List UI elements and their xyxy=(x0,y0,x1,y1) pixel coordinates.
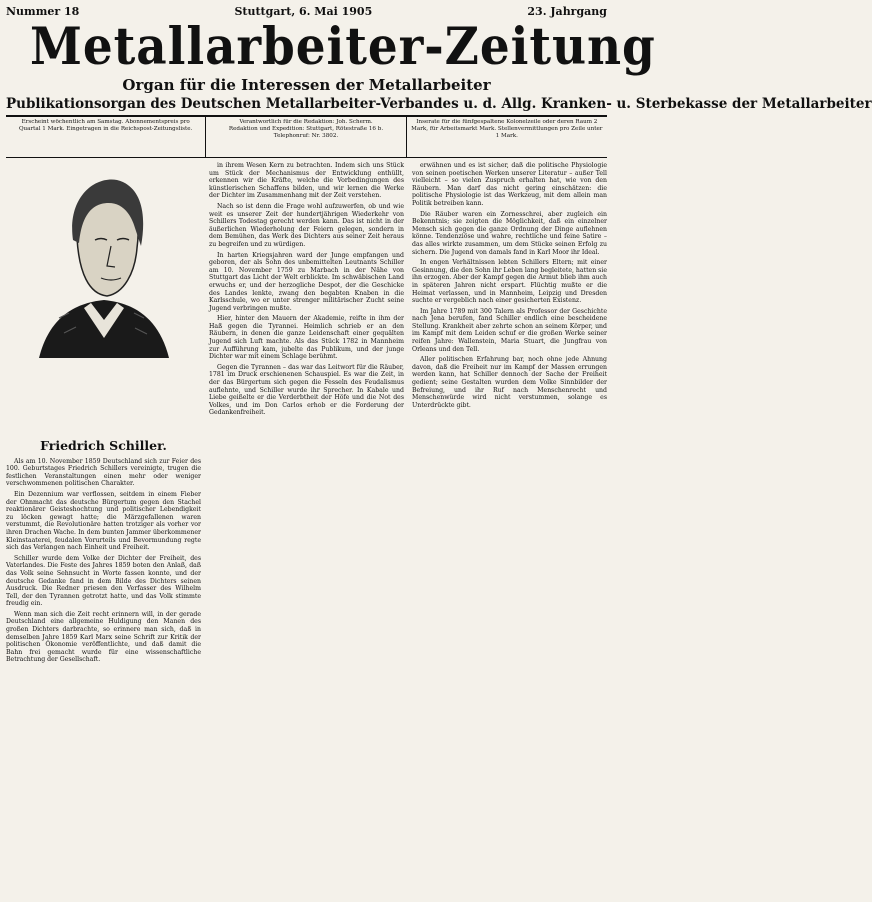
column-1 xyxy=(6,162,201,902)
info-editor: Verantwortlich für die Redaktion: Joh. Scherm. xyxy=(239,119,373,125)
col3-paragraph: Im Jahre 1789 mit 300 Talern als Professor der Geschichte nach Jena berufen, fand Schiller endlich eine bescheidene Stellung. Krankheit aber zehrte schon an seinem Körper, und im Kampf mit dem Leiden schuf er die großen Werke seiner reifen Jahre: Wallenstein, Maria Stuart, die Jungfrau von Orleans und den Tell. xyxy=(412,307,607,353)
info-editorial xyxy=(206,117,406,157)
info-advertising: Inserate für die fünfgespaltene Kolonelzeile oder deren Raum 2 Mark, für Arbeitsmarkt Mark. Stellenvermittlungen pro Zeile unter 1 Mark. xyxy=(411,119,603,139)
article-title: Friedrich Schiller. xyxy=(40,438,167,453)
publication-line: Publikationsorgan des Deutschen Metallarbeiter-Verbandes u. d. Allg. Kranken- u. Sterbekasse der Metallarbeiter xyxy=(6,96,872,112)
col1-paragraph: Schiller wurde dem Volke der Dichter der Freiheit, des Vaterlandes. Die Feste des Jahres 1859 boten den Anlaß, daß das Volk seine Sehnsucht in Worte fassen konnte, und der deutsche Gedanke fand in dem Bilde des Dichters seinen Ausdruck. Die Redner priesen den Verfasser des Wilhelm Tell, der den Tyrannen getrotzt hatte, und das Volk stimmte freudig ein. xyxy=(6,554,201,608)
col1-paragraph: Ein Dezennium war verflossen, seitdem in einem Fieber der Ohnmacht das deutsche Bürgertum gegen den Stachel reaktionärer Geisteshochtung und politischer Lebendigkeit zu löcken gewagt hatte; die Märzgefallenen waren verstummt, die Revolutionäre hatten trotziger als vorher vor ihren Drachen Wache. In dem bunten Jammer überkommener Kleinstaaterei, feudalen Vorurteils und Bevormundung regte sich das Verlangen nach Einheit und Freiheit. xyxy=(6,490,201,552)
column-3 xyxy=(412,162,607,902)
col2-paragraph: Hier, hinter den Mauern der Akademie, reifte in ihm der Haß gegen die Tyrannei. Heimlich schrieb er an den Räubern, in denen die ganze Leidenschaft einer gequälten Jugend sich Luft machte. Als das Stück 1782 in Mannheim zur Aufführung kam, jubelte das Publikum, und der junge Dichter war mit einem Schlage berühmt. xyxy=(209,315,404,361)
col2-paragraph: Nach so ist denn die Frage wohl aufzuwerfen, ob und wie weit es unserer Zeit der hundertjährigen Wiederkehr von Schillers Todestag gerecht werden kann. Das ist nicht in der äußerlichen Wiederholung der Feiern gelegen, sondern in dem Bemühen, das Werk des Dichters aus seiner Zeit heraus zu begreifen und zu würdigen. xyxy=(209,202,404,248)
place-date: Stuttgart, 6. Mai 1905 xyxy=(234,4,373,18)
col3-paragraph: In engen Verhältnissen lebten Schillers Eltern; mit einer Gesinnung, die den Sohn ihr Leben lang begleitete, hatten sie ihn erzogen. Aber der Kampf gegen die Armut blieb ihm auch in späteren Jahren nicht erspart. Flüchtig mußte er die Heimat verlassen, und in Mannheim, Leipzig und Dresden suchte er vergeblich nach einer gesicherten Existenz. xyxy=(412,259,607,305)
article-columns xyxy=(6,162,607,902)
col3-paragraph: erwähnen und es ist sicher, daß die politische Physiologie von seinen poetischen Werken unserer Literatur – außer Tell vielleicht – so vielen Zuspruch erhalten hat, wie von den Räubern. Man darf das nicht gering einschätzen: die politische Physiologie ist das Werkzeug, mit dem allein man Politik betreiben kann. xyxy=(412,162,607,207)
col3-paragraph: Aller politischen Erfahrung bar, noch ohne jede Ahnung davon, daß die Freiheit nur im Kampf der Massen errungen werden kann, hat Schiller dennoch der Sache der Freiheit gedient; seine Gestalten wurden dem Volke Sinnbilder der Befreiung, und ihr Ruf nach Menschenrecht und Menschenwürde wird nicht verstummen, solange es Unterdrückte gibt. xyxy=(412,356,607,409)
info-phone: Telephonruf: Nr. 3802. xyxy=(273,133,339,139)
schiller-portrait-image xyxy=(29,168,179,358)
issue-number: Nummer 18 xyxy=(6,4,80,18)
col3-paragraph: Die Räuber waren ein Zornesschrei, aber zugleich ein Bekenntnis; sie zeigten die Möglichkeit, daß ein einzelner Mensch sich gegen die ganze Ordnung der Dinge auflehnen könne. Tendenziöse und wahre, rechtliche und feine Satire – das alles wirkte zusammen, um dem Stücke seinen Erfolg zu sichern. Die Jugend von damals fand in Karl Moor ihr Ideal. xyxy=(412,210,607,256)
info-address: Redaktion und Expedition: Stuttgart, Rötestraße 16 b. xyxy=(228,126,384,132)
col2-paragraph: in ihrem Wesen Kern zu betrachten. Indem sich uns Stück um Stück der Mechanismus der Entwicklung enthüllt, erkennen wir die Kräfte, welche die Vorbedingungen des künstlerischen Schaffens bilden, und wir lernen die Werke der Dichter im Zusammenhang mit der Zeit verstehen. xyxy=(209,162,404,200)
info-bar xyxy=(6,117,607,158)
col2-paragraph: Gegen die Tyrannen – das war das Leitwort für die Räuber, 1781 im Druck erschienenen Schauspiel. Es war die Zeit, in der das Bürgertum sich gegen die Fesseln des Feudalismus auflehnte, und Schiller wurde ihr Sprecher. In Kabale und Liebe geißelte er die Verderbtheit der Höfe und die Not des Volkes, und im Don Carlos erhob er die Forderung der Gedankenfreiheit. xyxy=(209,363,404,417)
volume: 23. Jahrgang xyxy=(527,4,607,18)
masthead-title: Metallarbeiter-Zeitung xyxy=(30,17,656,77)
col1-paragraph: Wenn man sich die Zeit recht erinnern will, in der gerade Deutschland eine allgemeine Huldigung den Manen des großen Dichters darbrachte, so erinnere man sich, daß in demselben Jahre 1859 Karl Marx seine Schrift zur Kritik der politischen Ökonomie veröffentlichte, und daß damit die Bahn frei gemacht wurde für eine wissenschaftliche Betrachtung der Gesellschaft. xyxy=(6,610,201,664)
col1-paragraph: Als am 10. November 1859 Deutschland sich zur Feier des 100. Geburtstages Friedrich Schillers vereinigte, trugen die festlichen Veranstaltungen einen mehr oder weniger verschwommenen politischen Charakter. xyxy=(6,457,201,488)
column-2 xyxy=(209,162,404,902)
portrait-area xyxy=(6,162,201,412)
col2-paragraph: In harten Kriegsjahren ward der Junge empfangen und geboren, der als Sohn des unbemittelten Leutnants Schiller am 10. November 1759 zu Marbach in der Nähe von Stuttgart das Licht der Welt erblickte. Im schwäbischen Land erwuchs er, und der herzogliche Despot, der die Geschicke des Landes lenkte, zwang den begabten Knaben in die Karlsschule, wo er unter strenger militärischer Zucht seine Jugend verbringen mußte. xyxy=(209,251,404,312)
masthead-subtitle: Organ für die Interessen der Metallarbeiter xyxy=(122,76,491,94)
header-topline xyxy=(6,4,607,18)
info-subscription: Erscheint wöchentlich am Samstag. Abonnementspreis pro Quartal 1 Mark. Eingetragen in die Reichspost-Zeitungsliste. xyxy=(6,117,206,157)
